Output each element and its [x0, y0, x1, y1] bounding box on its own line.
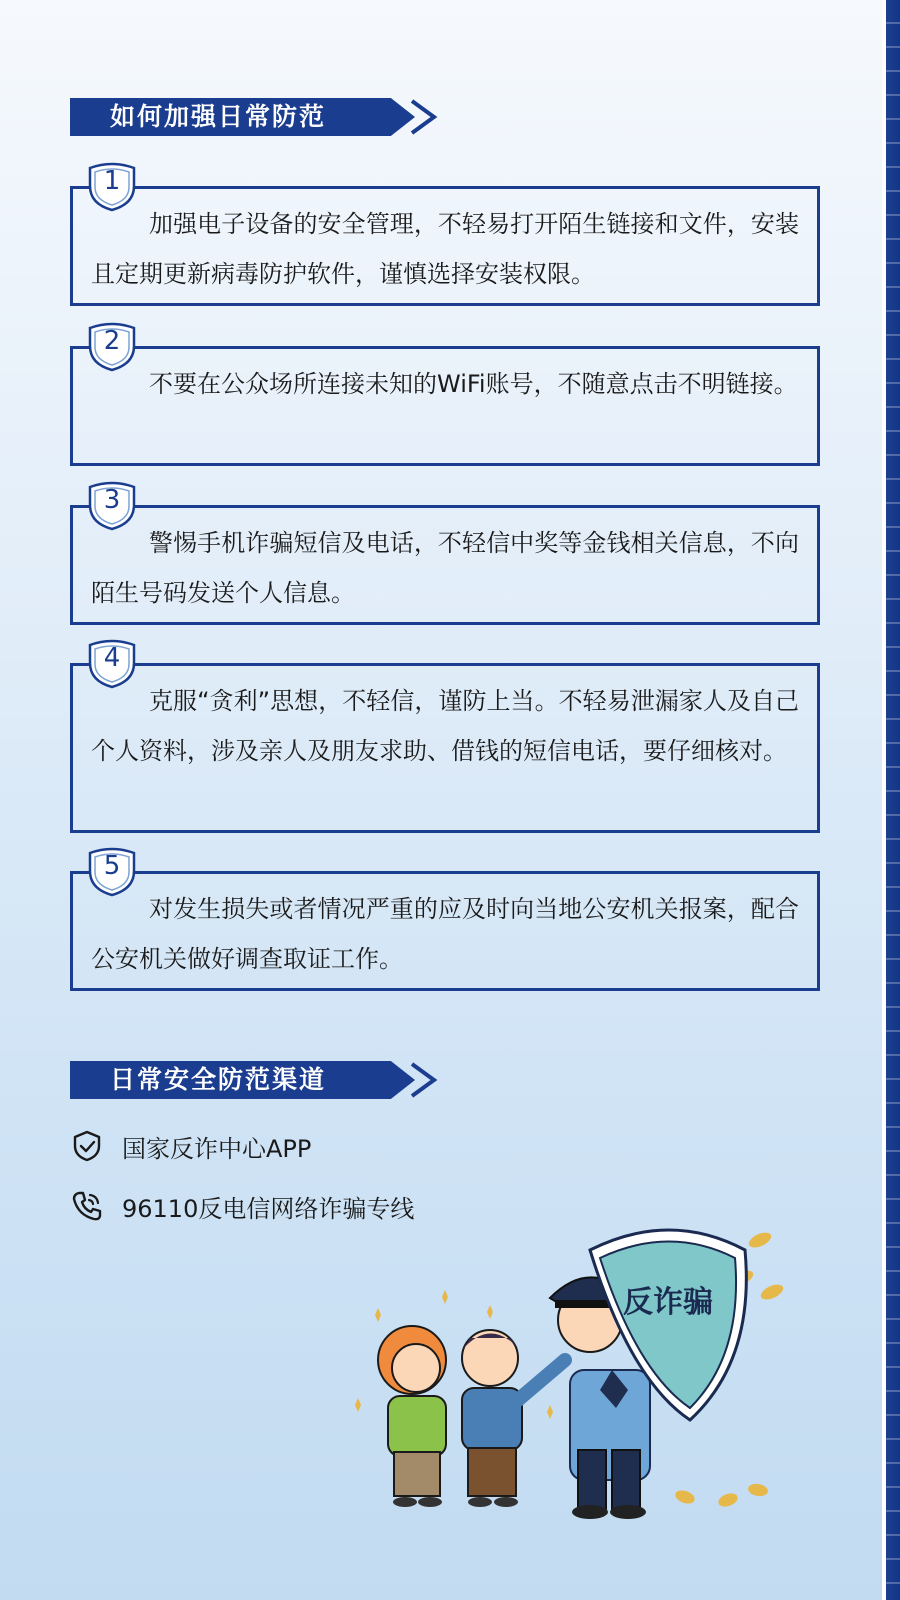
chevron-right-icon: [406, 1061, 442, 1099]
section-banner-prevention: [70, 98, 442, 136]
channel-label: 96110反电信网络诈骗专线: [122, 1194, 415, 1223]
channel-item-app: [70, 1126, 311, 1166]
badge-number: 4: [103, 643, 121, 673]
tip-card-1: [70, 186, 820, 306]
section-title: 日常安全防范渠道: [110, 1065, 327, 1094]
badge-number: 1: [103, 166, 121, 196]
shield-check-icon: [70, 1129, 104, 1163]
number-badge-4: [86, 639, 138, 689]
tip-text: 不要在公众场所连接未知的WiFi账号，不随意点击不明链接。: [149, 370, 798, 398]
tip-card-5: [70, 871, 820, 991]
anti-fraud-illustration: [350, 1220, 810, 1540]
shield-label: 反诈骗: [623, 1285, 713, 1320]
badge-number: 3: [103, 485, 121, 515]
tip-card-3: [70, 505, 820, 625]
woman-figure: [378, 1326, 446, 1507]
tip-text: 警惕手机诈骗短信及电话，不轻信中奖等金钱相关信息，不向陌生号码发送个人信息。: [91, 529, 799, 607]
number-badge-2: [86, 322, 138, 372]
number-badge-5: [86, 847, 138, 897]
tip-card-4: [70, 663, 820, 833]
number-badge-3: [86, 481, 138, 531]
phone-icon: [70, 1189, 104, 1223]
number-badge-1: [86, 162, 138, 212]
channel-label: 国家反诈中心APP: [122, 1134, 312, 1163]
badge-number: 2: [103, 326, 121, 356]
tip-card-2: [70, 346, 820, 466]
tip-text: 加强电子设备的安全管理，不轻易打开陌生链接和文件，安装且定期更新病毒防护软件，谨慎选择安装权限。: [91, 210, 799, 288]
section-banner-channels: [70, 1061, 442, 1099]
section-title: 如何加强日常防范: [110, 102, 327, 131]
tip-text: 对发生损失或者情况严重的应及时向当地公安机关报案，配合公安机关做好调查取证工作。: [91, 895, 799, 973]
right-edge-decoration: [882, 0, 900, 1600]
chevron-right-icon: [406, 98, 442, 136]
tip-text: 克服“贪利”思想，不轻信，谨防上当。不轻易泄漏家人及自己个人资料，涉及亲人及朋友求助、借钱的短信电话，要仔细核对。: [91, 687, 799, 765]
badge-number: 5: [103, 851, 121, 881]
man-figure: [462, 1330, 565, 1507]
